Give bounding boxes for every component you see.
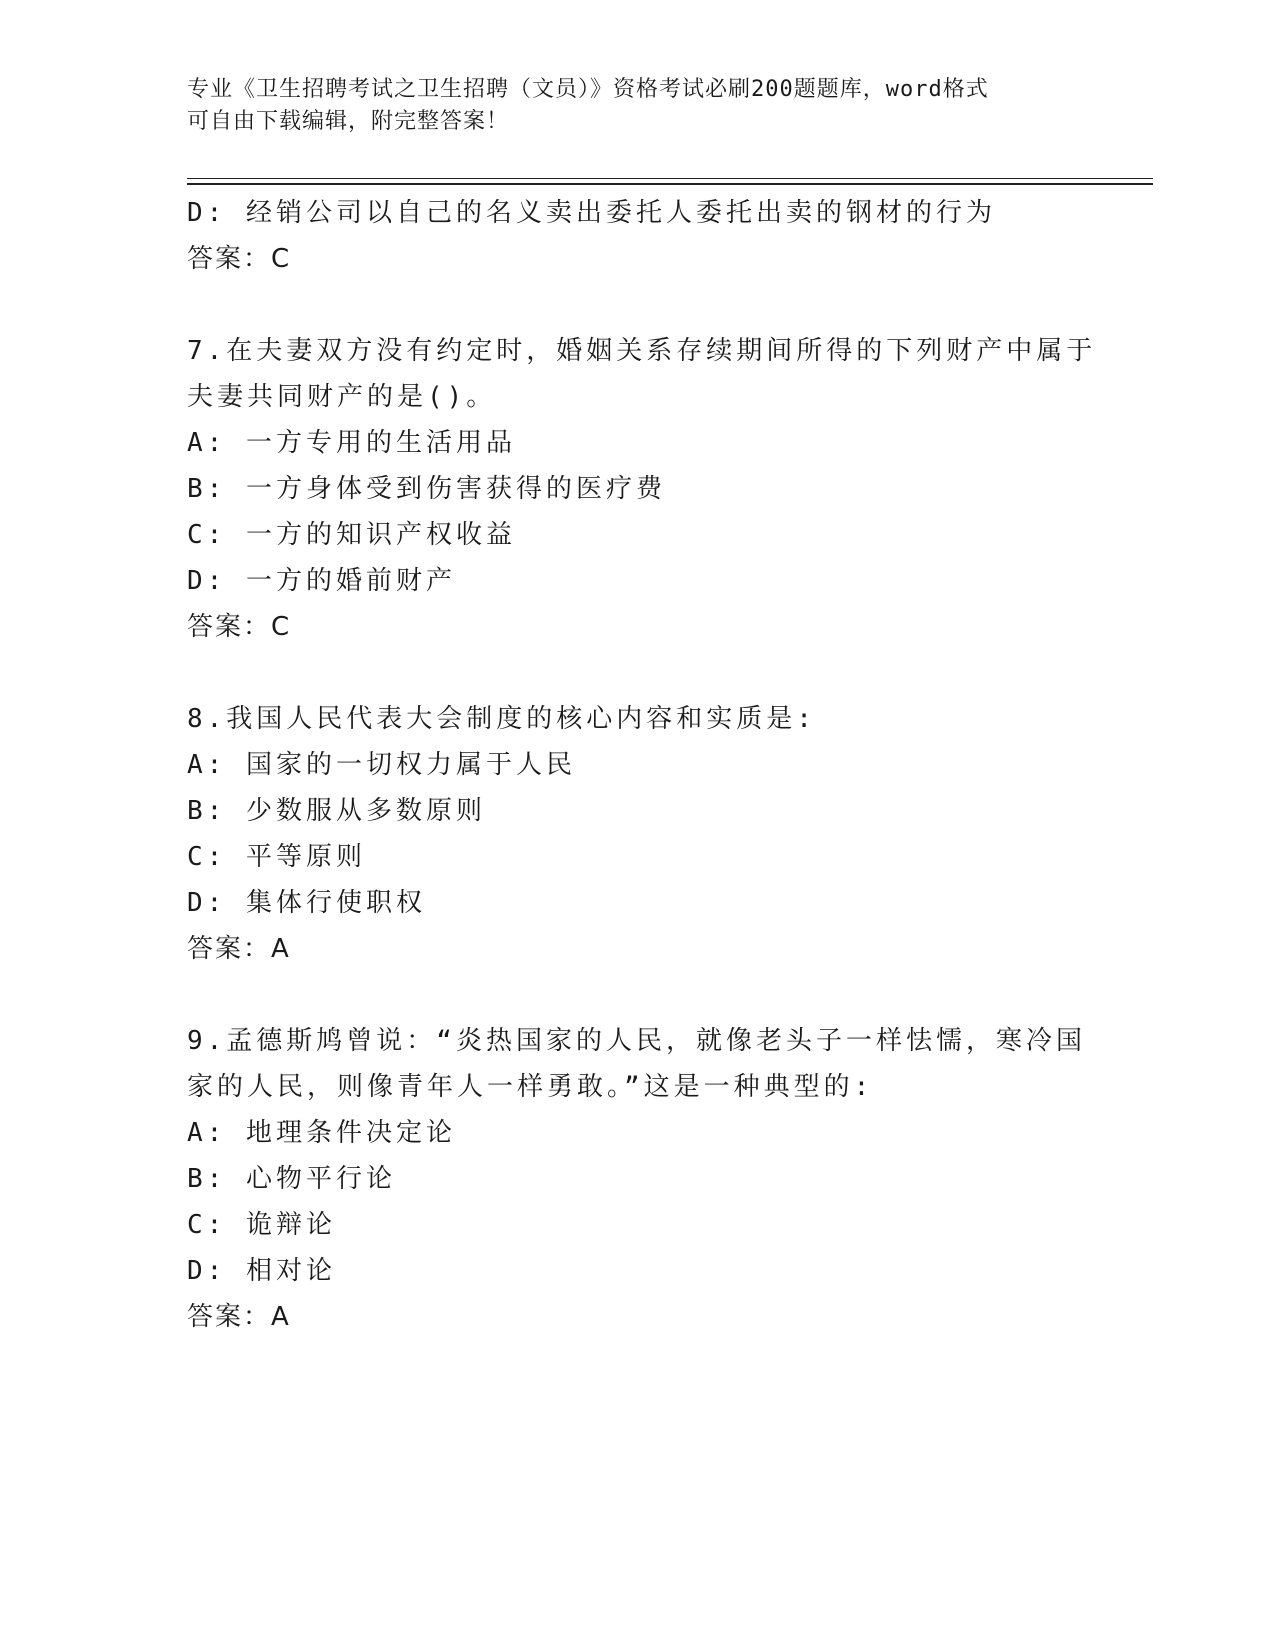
answer-line: 答案：C <box>187 244 292 274</box>
question-8 <box>187 696 1087 972</box>
option-b: B: 心物平行论 <box>187 1164 396 1194</box>
answer-line: 答案：C <box>187 612 292 642</box>
header-divider-thick <box>187 183 1153 185</box>
question-stem-continued: 夫妻共同财产的是()。 <box>187 382 497 412</box>
question-stem: 8.我国人民代表大会制度的核心内容和实质是: <box>187 704 816 734</box>
option-c: C: 诡辩论 <box>187 1210 336 1240</box>
answer-line: 答案：A <box>187 1302 291 1332</box>
option-c: C: 一方的知识产权收益 <box>187 520 516 550</box>
question-stem-continued: 家的人民，则像青年人一样勇敢。”这是一种典型的: <box>187 1072 874 1102</box>
option-b: B: 一方身体受到伤害获得的医疗费 <box>187 474 666 504</box>
question-7 <box>187 328 1097 650</box>
header-line-1: 专业《卫生招聘考试之卫生招聘（文员）》资格考试必刷200题题库，word格式 <box>187 77 989 102</box>
document-header <box>187 74 1087 138</box>
option-a: A: 地理条件决定论 <box>187 1118 456 1148</box>
header-divider-thin <box>187 178 1153 179</box>
question-stem: 9.孟德斯鸠曾说：“炎热国家的人民，就像老头子一样怯懦，寒冷国 <box>187 1026 1086 1056</box>
option-a: A: 国家的一切权力属于人民 <box>187 750 576 780</box>
spacer <box>187 972 1087 1018</box>
header-line-2: 可自由下载编辑，附完整答案！ <box>187 109 510 134</box>
option-a: A: 一方专用的生活用品 <box>187 428 516 458</box>
question-9 <box>187 1018 1087 1340</box>
spacer <box>187 650 1087 696</box>
option-d: D: 相对论 <box>187 1256 336 1286</box>
question-fragment-6 <box>187 190 1087 282</box>
option-d: D: 一方的婚前财产 <box>187 566 456 596</box>
option-d: D: 经销公司以自己的名义卖出委托人委托出卖的钢材的行为 <box>187 198 996 228</box>
answer-line: 答案：A <box>187 934 291 964</box>
spacer <box>187 282 1087 328</box>
option-d: D: 集体行使职权 <box>187 888 426 918</box>
question-content <box>187 190 1097 1340</box>
question-stem: 7.在夫妻双方没有约定时，婚姻关系存续期间所得的下列财产中属于 <box>187 336 1097 366</box>
option-c: C: 平等原则 <box>187 842 366 872</box>
option-b: B: 少数服从多数原则 <box>187 796 486 826</box>
